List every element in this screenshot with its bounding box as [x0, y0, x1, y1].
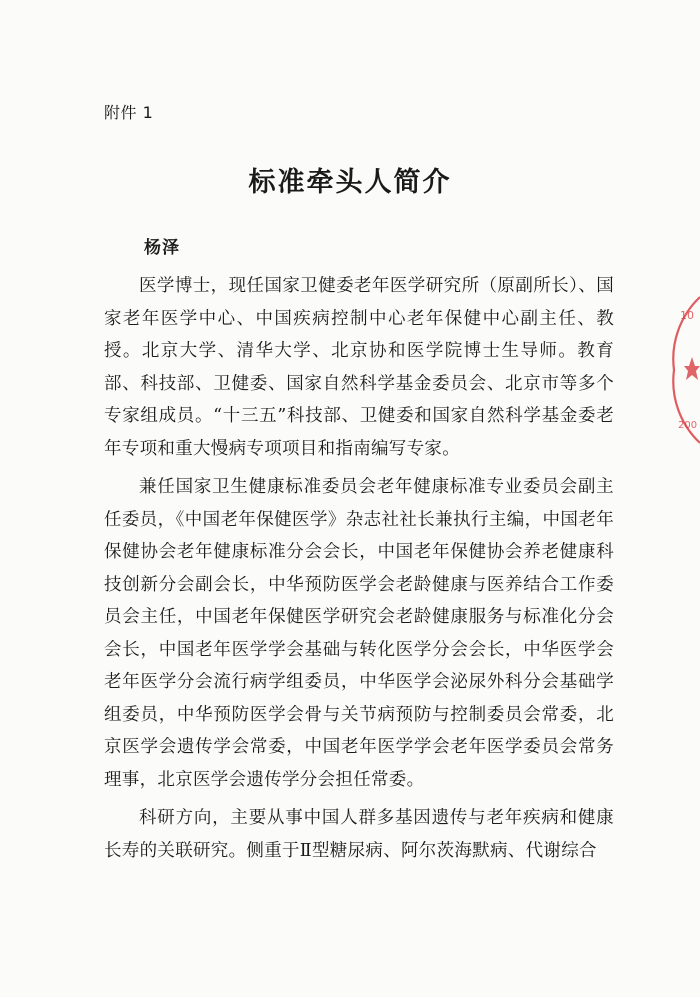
- official-seal-fragment: [670, 295, 700, 445]
- document-body: [104, 270, 614, 873]
- document-title: 标准牵头人简介: [248, 167, 452, 198]
- paragraph-2: 兼任国家卫生健康标准委员会老年健康标准专业委员会副主任委员，《中国老年保健医学》杂志社社长兼执行主编，中国老年保健协会老年健康标准分会会长，中国老年保健协会养老健康科技创新分会副会长，中华预防医学会老龄健康与医养结合工作委员会主任，中国老年保健医学研究会老龄健康服务与标准化分会会长，中国老年医学学会基础与转化医学分会会长，中华医学会老年医学分会流行病学组委员，中华医学会泌尿外科分会基础学组委员，中华预防医学会骨与关节病预防与控制委员会常委，北京医学会遗传学会常委，中国老年医学学会老年医学委员会常务理事，北京医学会遗传学分会担任常委。: [104, 477, 614, 790]
- paragraph-3: 科研方向，主要从事中国人群多基因遗传与老年疾病和健康长寿的关联研究。侧重于Ⅱ型糖尿病、阿尔茨海默病、代谢综合: [104, 808, 614, 861]
- seal-icon: [670, 295, 700, 445]
- person-name: 杨泽: [144, 238, 180, 258]
- paragraph-1: 医学博士，现任国家卫健委老年医学研究所（原副所长）、国家老年医学中心、中国疾病控制中心老年保健中心副主任、教授。北京大学、清华大学、北京协和医学院博士生导师。教育部、科技部、卫健委、国家自然科学基金委员会、北京市等多个专家组成员。“十三五”科技部、卫健委和国家自然科学基金委老年专项和重大慢病专项项目和指南编写专家。: [104, 276, 614, 459]
- seal-text-bottom: 200: [678, 420, 698, 431]
- attachment-label: 附件 1: [104, 103, 154, 122]
- seal-text-top: 10: [680, 309, 694, 322]
